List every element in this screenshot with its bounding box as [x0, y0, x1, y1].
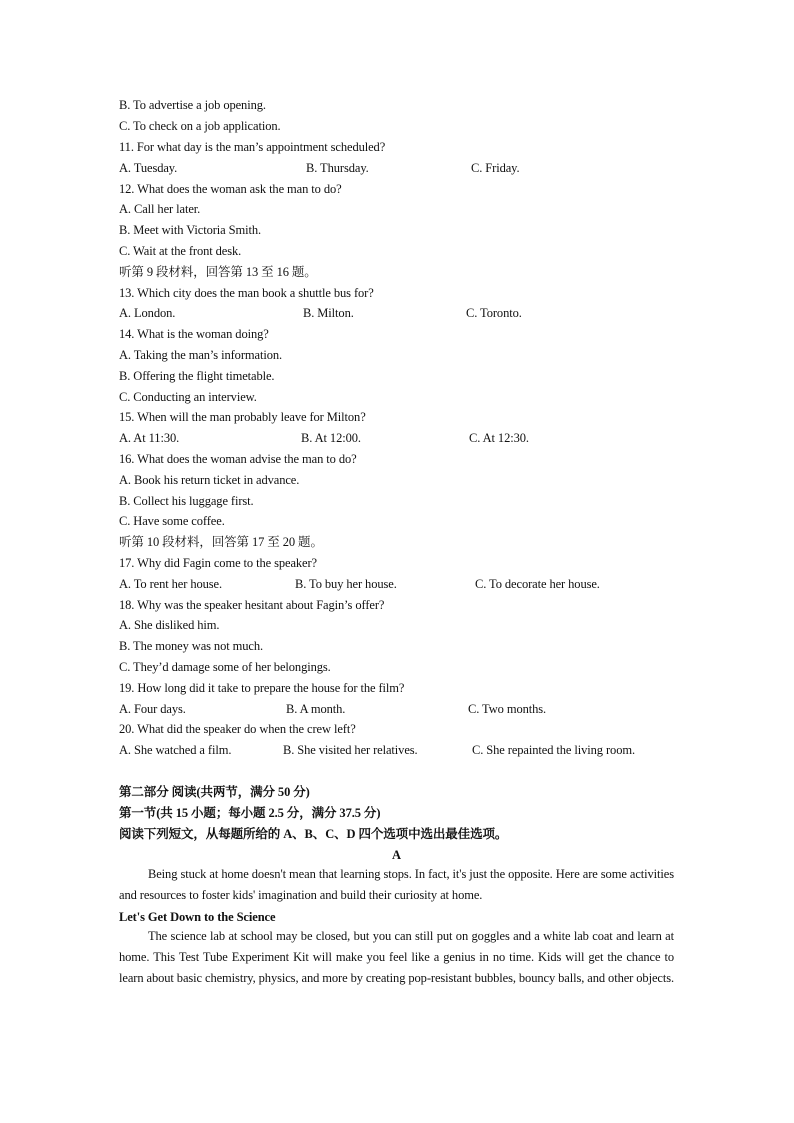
q13-option-c: C. Toronto.: [466, 306, 522, 320]
q19-option-a: A. Four days.: [119, 702, 186, 716]
q15-option-a: A. At 11:30.: [119, 431, 180, 445]
q19-option-b: B. A month.: [286, 702, 346, 716]
q12-option-c: C. Wait at the front desk.: [119, 244, 242, 258]
q11-option-c: C. Friday.: [471, 161, 520, 175]
q17-option-a: A. To rent her house.: [119, 577, 223, 591]
q17-option-b: B. To buy her house.: [295, 577, 397, 591]
q11-option-b: B. Thursday.: [306, 161, 369, 175]
q13-option-a: A. London.: [119, 306, 176, 320]
q18-option-c: C. They’d damage some of her belongings.: [119, 660, 331, 674]
q12-question: 12. What does the woman ask the man to do?: [119, 182, 342, 196]
listening-instruction-9: 听第 9 段材料，回答第 13 至 16 题。: [119, 265, 317, 279]
q16-option-b: B. Collect his luggage first.: [119, 494, 254, 508]
q19-question: 19. How long did it take to prepare the house for the film?: [119, 681, 405, 695]
q17-question: 17. Why did Fagin come to the speaker?: [119, 556, 318, 570]
q18-option-a: A. She disliked him.: [119, 618, 220, 632]
q15-question: 15. When will the man probably leave for Milton?: [119, 410, 366, 424]
q15-option-c: C. At 12:30.: [469, 431, 529, 445]
q16-option-c: C. Have some coffee.: [119, 514, 225, 528]
reading-instruction: 阅读下列短文，从每题所给的 A、B、C、D 四个选项中选出最佳选项。: [119, 827, 508, 841]
q14-option-a: A. Taking the man’s information.: [119, 348, 283, 362]
q11-question: 11. For what day is the man’s appointment scheduled?: [119, 140, 386, 154]
q16-question: 16. What does the woman advise the man to do?: [119, 452, 357, 466]
q18-question: 18. Why was the speaker hesitant about Fagin’s offer?: [119, 598, 385, 612]
passage-intro: Being stuck at home doesn't mean that learning stops. In fact, it's just the opposite. Here are some activities and resources to foster kids' imagination and build their curiosity at home.: [119, 867, 674, 902]
q20-option-c: C. She repainted the living room.: [472, 743, 635, 757]
q20-option-b: B. She visited her relatives.: [283, 743, 418, 757]
q11-option-a: A. Tuesday.: [119, 161, 178, 175]
passage-letter: A: [392, 848, 401, 862]
q10-option-c: C. To check on a job application.: [119, 119, 281, 133]
q10-option-b: B. To advertise a job opening.: [119, 98, 266, 112]
q15-option-b: B. At 12:00.: [301, 431, 361, 445]
listening-instruction-10: 听第 10 段材料，回答第 17 至 20 题。: [119, 535, 323, 549]
q13-option-b: B. Milton.: [303, 306, 354, 320]
q14-question: 14. What is the woman doing?: [119, 327, 269, 341]
q12-option-a: A. Call her later.: [119, 202, 201, 216]
q14-option-b: B. Offering the flight timetable.: [119, 369, 275, 383]
q18-option-b: B. The money was not much.: [119, 639, 264, 653]
part-title: 第二部分 阅读(共两节，满分 50 分): [119, 785, 310, 799]
q14-option-c: C. Conducting an interview.: [119, 390, 257, 404]
section-title: 第一节(共 15 小题；每小题 2.5 分，满分 37.5 分): [119, 806, 381, 820]
passage-body: The science lab at school may be closed, but you can still put on goggles and a white lab coat and learn at home. This Test Tube Experiment Kit will make you feel like a genius in no time. Kids will get the chance to learn about basic chemistry, physics, and more by creating pop-resistant bubbles, bouncy balls, and other objects.: [119, 929, 675, 985]
q19-option-c: C. Two months.: [468, 702, 547, 716]
q17-option-c: C. To decorate her house.: [475, 577, 600, 591]
passage-heading: Let's Get Down to the Science: [119, 910, 276, 924]
q20-option-a: A. She watched a film.: [119, 743, 232, 757]
q12-option-b: B. Meet with Victoria Smith.: [119, 223, 262, 237]
q13-question: 13. Which city does the man book a shuttle bus for?: [119, 286, 374, 300]
q20-question: 20. What did the speaker do when the crew left?: [119, 722, 356, 736]
q16-option-a: A. Book his return ticket in advance.: [119, 473, 300, 487]
